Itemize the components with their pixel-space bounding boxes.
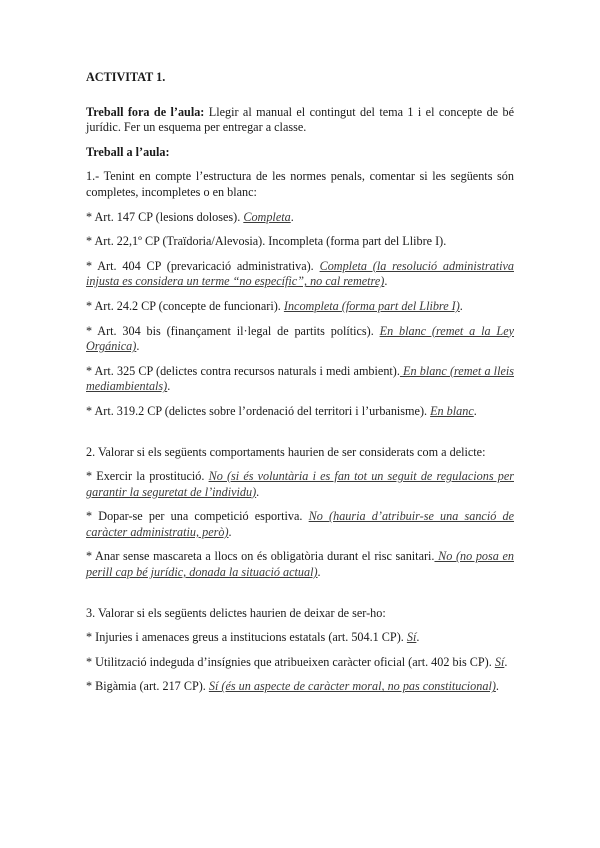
item-answer: No (hauria d’atribuir-se una sanció de caràcter administratiu, però) [86,509,515,539]
item-answer: Sí [494,654,505,669]
item-answer: Completa (la resolució administrativa injusta es considera un terme “no específic”, no cal remetre) [86,258,514,289]
item-text: * Anar sense mascareta a llocs on és obligatòria durant el risc sanitari. [86,549,435,564]
item-tail: . [459,298,463,313]
activity-title: ACTIVITAT 1. [86,70,166,84]
list-item [86,299,514,315]
list-item [86,364,514,395]
item-answer: Completa [243,209,291,224]
item-answer: En blanc (remet a lleis mediambientals) [86,363,514,394]
item-text: * Art. 304 bis (finançament il·legal de partits polítics). [86,323,380,338]
item-tail: . [290,209,294,224]
item-tail: . [256,484,260,499]
section1-intro: 1.- Tenint en compte l’estructura de les normes penals, comentar si les següents són completes, incompletes o en blanc: [86,169,514,199]
spacer [86,429,514,445]
item-answer: Sí [406,630,417,645]
item-tail: . [473,403,477,418]
spacer [86,590,514,606]
item-answer: No (no posa en perill cap bé jurídic, donada la situació actual) [86,549,514,580]
item-text: * Bigàmia (art. 217 CP). [86,679,209,694]
list-item [86,655,514,671]
section2-intro: 2. Valorar si els següents comportaments haurien de ser considerats com a delicte: [86,444,486,459]
item-tail: . [167,379,171,394]
item-text: * Dopar-se per una competició esportiva. [86,509,309,524]
item-text: * Art. 325 CP (delictes contra recursos naturals i medi ambient). [86,363,400,378]
item-text: * Art. 319.2 CP (delictes sobre l’ordenació del territori i l’urbanisme). [86,403,431,418]
item-text: * Art. 22,1º CP (Traïdoria/Alevosia). Incompleta (forma part del Llibre I). [86,234,447,249]
item-text: * Art. 24.2 CP (concepte de funcionari). [86,298,284,313]
list-item [86,549,514,580]
item-answer: En blanc (remet a la Ley Orgánica) [86,323,515,354]
list-item [86,679,514,695]
list-item [86,509,514,540]
list-item [86,630,514,646]
outside-work-paragraph [86,105,514,136]
list-item [86,324,514,355]
item-answer: Incompleta (forma part del Llibre I) [283,298,460,313]
item-tail: . [416,630,420,645]
list-item [86,404,514,420]
item-tail: . [228,524,232,539]
item-text: * Art. 404 CP (prevaricació administrativa). [86,258,320,273]
inside-work-label: Treball a l’aula: [86,144,170,159]
item-answer: En blanc [430,403,474,418]
item-answer: Sí (és un aspecte de caràcter moral, no pas constitucional) [208,679,496,694]
item-text: * Exercir la prostitució. [86,469,209,484]
outside-work-text: Llegir al manual el contingut del tema 1 i el concepte de bé jurídic. Fer un esquema per entregar a classe. [86,104,514,135]
item-text: * Utilització indeguda d’insígnies que atribueixen caràcter oficial (art. 402 bis CP). [86,654,495,669]
item-tail: . [504,654,508,669]
outside-work-label: Treball fora de l’aula: [86,104,205,119]
section3-intro: 3. Valorar si els següents delictes haurien de deixar de ser-ho: [86,605,386,620]
item-tail: . [317,565,321,580]
item-tail: . [384,274,388,289]
list-item [86,469,514,500]
item-tail: . [495,679,499,694]
item-answer: No (si és voluntària i es fan tot un seguit de regulacions per garantir la seguretat de l’individu) [86,469,514,499]
list-item [86,210,514,226]
item-tail: . [136,339,140,354]
list-item [86,259,514,290]
document-content [86,70,514,704]
item-text: * Injuries i amenaces greus a institucions estatals (art. 504.1 CP). [86,630,407,645]
item-text: * Art. 147 CP (lesions doloses). [86,209,244,224]
list-item [86,234,514,250]
